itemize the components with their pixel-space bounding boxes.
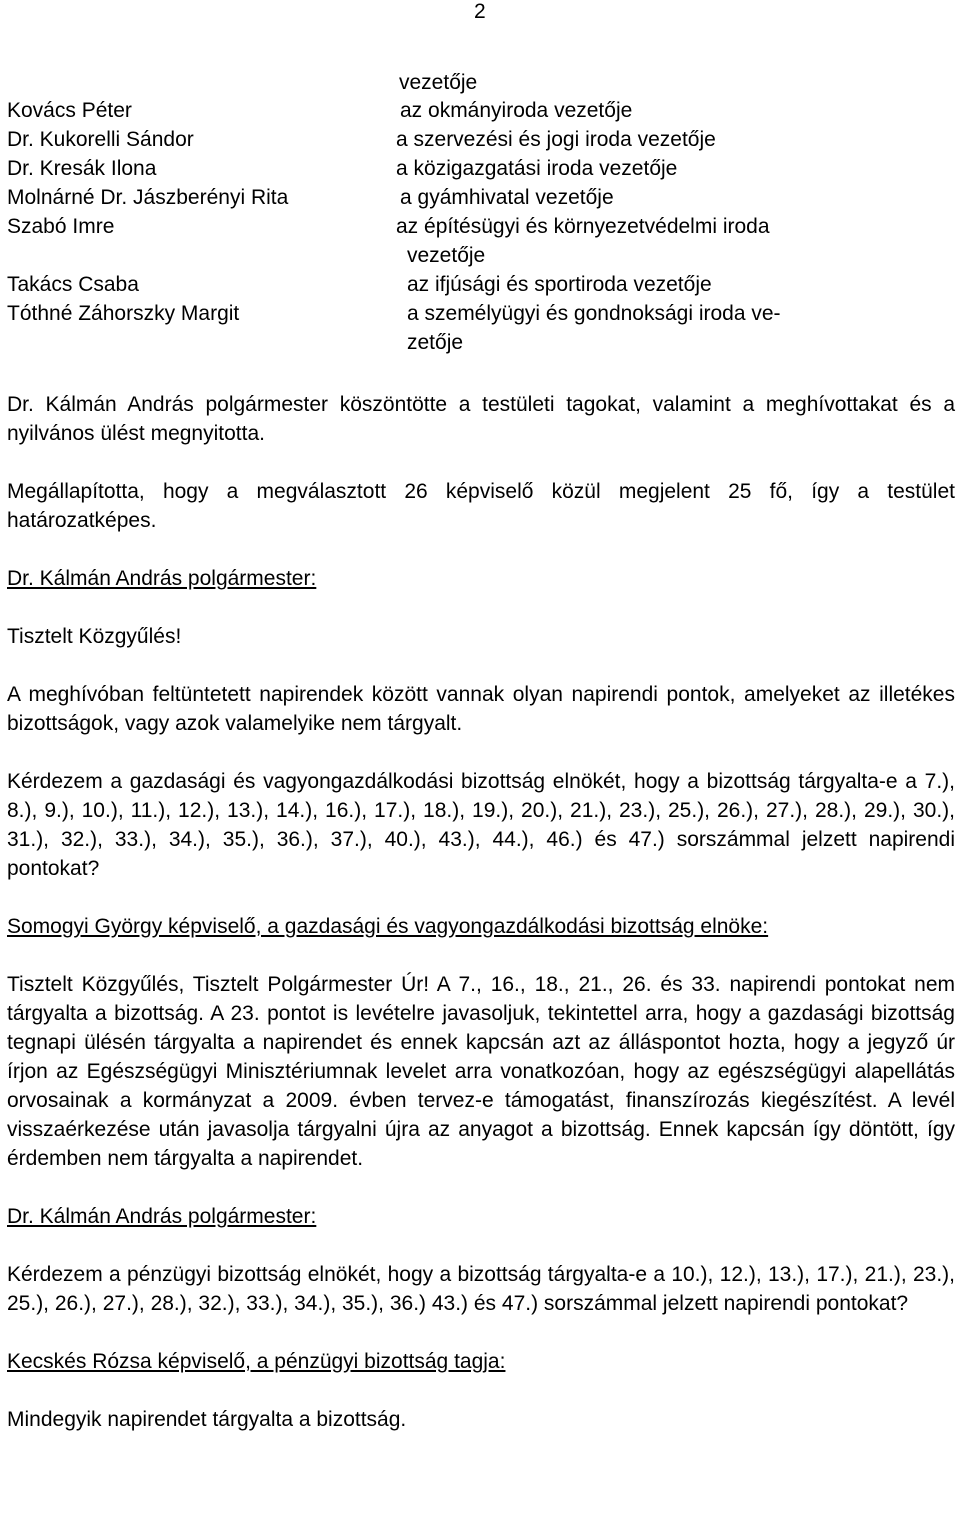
minutes-body xyxy=(7,390,955,1434)
agenda-paragraph: A meghívóban feltüntetett napirendek között vannak olyan napirendi pontok, amelyeket az illetékes bizottságok, vagy azok valamelyike nem tárgyalt. xyxy=(7,683,955,735)
attendee-name: Dr. Kukorelli Sándor xyxy=(7,128,194,151)
roster-row xyxy=(7,270,957,299)
finance-question-paragraph: Kérdezem a pénzügyi bizottság elnökét, hogy a bizottság tárgyalta-e a 10.), 12.), 13.), 17.), 21.), 23.), 25.), 26.), 27.), 28.), 32.), 33.), 34.), 35.), 36.) 43.) és 47.) sorszámmal jelzett napirendi pontokat? xyxy=(7,1263,955,1315)
attendee-role: az okmányiroda vezetője xyxy=(400,99,633,122)
committee-answer-paragraph: Tisztelt Közgyűlés, Tisztelt Polgármester Úr! A 7., 16., 18., 21., 26. és 33. napirendi pontokat nem tárgyalta a bizottság. A 23. pontot is levételre javasoljuk, tekintettel arra, hogy a gazdasági bizottság tegnapi ülésén tárgyalta a napirendet és ennek kapcsán azt az álláspontot hozta, hogy a jegyző úr írjon az Egészségügyi Minisztériumnak levelet arra vonatkozóan, hogy az egészségügyi alapellátás orvosainak a kormányzat a 2009. évben tervez-e támogatást, finanszírozás kiegészítést. A levél visszaérkezése után javasolja tárgyalni újra az anyagot a bizottság. Ennek kapcsán így döntött, így érdemben nem tárgyalta a napirendet. xyxy=(7,973,955,1170)
roster-row xyxy=(7,183,957,212)
attendee-name: Szabó Imre xyxy=(7,215,115,238)
attendee-role: az építésügyi és környezetvédelmi iroda xyxy=(396,215,770,238)
roster-row xyxy=(7,154,957,183)
attendee-role: a közigazgatási iroda vezetője xyxy=(396,157,678,180)
roster-row xyxy=(7,96,957,125)
attendee-roster xyxy=(7,96,957,357)
greeting: Tisztelt Közgyűlés! xyxy=(7,625,182,648)
speaker-heading: Somogyi György képviselő, a gazdasági és vagyongazdálkodási bizottság elnöke: xyxy=(7,915,769,938)
roster-row xyxy=(7,241,957,270)
attendee-role: a szervezési és jogi iroda vezetője xyxy=(396,128,716,151)
roster-row xyxy=(7,125,957,154)
page-number: 2 xyxy=(474,0,486,23)
attendee-role: vezetője xyxy=(407,244,486,267)
roster-row xyxy=(7,328,957,357)
speaker-heading: Dr. Kálmán András polgármester: xyxy=(7,567,317,590)
attendee-name: Dr. Kresák Ilona xyxy=(7,157,157,180)
speaker-heading: Kecskés Rózsa képviselő, a pénzügyi bizottság tagja: xyxy=(7,1350,506,1373)
roster-row xyxy=(7,212,957,241)
attendee-role: zetője xyxy=(407,331,464,354)
finance-answer-paragraph: Mindegyik napirendet tárgyalta a bizottság. xyxy=(7,1408,407,1431)
attendee-name: Takács Csaba xyxy=(7,273,139,296)
opening-paragraph: Dr. Kálmán András polgármester köszöntötte a testületi tagokat, valamint a meghívottakat és a nyilvános ülést megnyitotta. xyxy=(7,393,955,445)
attendee-role: a gyámhivatal vezetője xyxy=(400,186,614,209)
attendee-name: Kovács Péter xyxy=(7,99,132,122)
question-paragraph: Kérdezem a gazdasági és vagyongazdálkodási bizottság elnökét, hogy a bizottság tárgyalta-e a 7.), 8.), 9.), 10.), 11.), 12.), 13.), 14.), 16.), 17.), 18.), 19.), 20.), 21.), 23.), 25.), 26.), 27.), 28.), 29.), 30.), 31.), 32.), 33.), 34.), 35.), 36.), 37.), 40.), 43.), 44.), 46.) és 47.) sorszámmal jelzett napirendi pontokat? xyxy=(7,770,955,880)
attendee-role: a személyügyi és gondnoksági iroda ve- xyxy=(407,302,781,325)
attendee-role: az ifjúsági és sportiroda vezetője xyxy=(407,273,712,296)
roster-row xyxy=(7,299,957,328)
attendee-name: Molnárné Dr. Jászberényi Rita xyxy=(7,186,289,209)
quorum-paragraph: Megállapította, hogy a megválasztott 26 képviselő közül megjelent 25 fő, így a testület határozatképes. xyxy=(7,480,955,532)
speaker-heading: Dr. Kálmán András polgármester: xyxy=(7,1205,317,1228)
roster-header-role: vezetője xyxy=(399,71,478,94)
attendee-name: Tóthné Záhorszky Margit xyxy=(7,302,240,325)
